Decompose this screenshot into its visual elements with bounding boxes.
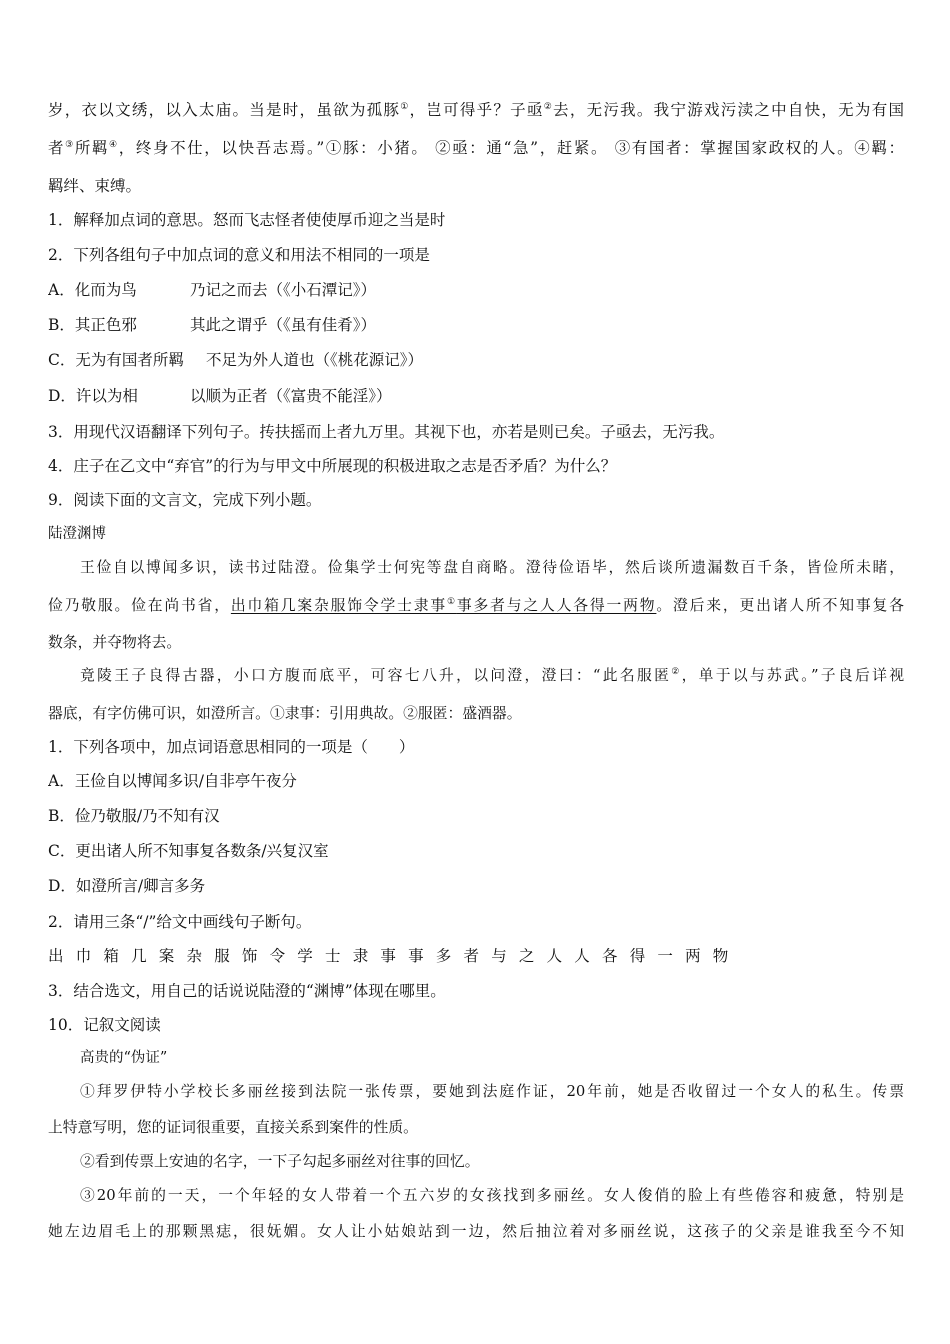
section-9-para-2-line-1: 竟陵王子良得古器，小口方腹而底平，可容七八升，以问澄，澄曰：“此名服匿②，单于以与苏武。”子良后详视 (80, 667, 904, 684)
section-9-para-1-line-1: 王俭自以博闻多识，读书过陆澄。俭集学士何宪等盘自商略。澄待俭语毕，然后谈所遗漏数百千条，皆俭所未睹， (80, 559, 904, 576)
question-8-1: 1．解释加点词的意思。怒而飞志怪者使使厚币迎之当是时 (48, 211, 446, 229)
section-10-para-3-line-1: ③20年前的一天，一个年轻的女人带着一个五六岁的女孩找到多丽丝。女人俊俏的脸上有些倦容和疲惫，特别是 (80, 1187, 904, 1204)
footnote-marker: ① (400, 101, 410, 112)
footnote-marker: ② (671, 667, 682, 678)
section-9-para-1-line-3: 数条，并夺物将去。 (48, 634, 182, 651)
section-10-para-3-line-2: 她左边眉毛上的那颗黑痣，很妩媚。女人让小姑娘站到一边，然后抽泣着对多丽丝说，这孩子的父亲是谁我至今不知 (48, 1223, 904, 1240)
option-b: B．俭乃敬服/乃不知有汉 (48, 807, 220, 825)
sentence-to-punctuate: 出巾箱几案杂服饰令学士隶事事多者与之人人各得一两物 (48, 947, 741, 965)
section-9-heading: 9．阅读下面的文言文，完成下列小题。 (48, 491, 322, 509)
section-10-title: 高贵的“伪证” (80, 1050, 168, 1066)
section-10-heading: 10．记叙文阅读 (48, 1016, 161, 1034)
section-10-para-1-line-1: ①拜罗伊特小学校长多丽丝接到法院一张传票，要她到法庭作证，20年前，她是否收留过一个女人的私生。传票 (80, 1083, 904, 1100)
section-9-para-2-line-2: 器底，有字仿佛可识，如澄所言。①隶事：引用典故。②服匿：盛酒器。 (48, 705, 522, 722)
question-8-3: 3．用现代汉语翻译下列句子。抟扶摇而上者九万里。其视下也，亦若是则已矣。子亟去，无污我。 (48, 423, 725, 441)
section-9-para-1-line-2: 俭乃敬服。俭在尚书省，出巾箱几案杂服饰令学士隶事①事多者与之人人各得一两物。澄后来，更出诸人所不知事复各 (48, 597, 904, 614)
question-9-3: 3．结合选文，用自己的话说说陆澄的“渊博”体现在哪里。 (48, 982, 446, 1000)
option-c: C．无为有国者所羁 不足为外人道也（《桃花源记》） (48, 351, 424, 369)
question-8-2: 2．下列各组句子中加点词的意义和用法不相同的一项是 (48, 246, 430, 264)
option-c: C．更出诸人所不知事复各数条/兴复汉室 (48, 842, 329, 860)
footnote-marker: ③ (65, 139, 75, 150)
passage-a-line-2: 者③所羁④，终身不仕，以快吾志焉。”①豚：小猪。 ②亟：通“急”，赶紧。 ③有国者：掌握国家政权的人。④羁： (48, 139, 904, 157)
question-8-4: 4．庄子在乙文中“弃官”的行为与甲文中所展现的积极进取之志是否矛盾？为什么？ (48, 457, 617, 475)
underlined-sentence: 出巾箱几案杂服饰令学士隶事①事多者与之人人各得一两物 (230, 597, 657, 614)
footnote-marker: ④ (109, 139, 119, 150)
option-d: D．许以为相 以顺为正者（《富贵不能淫》） (48, 387, 392, 405)
option-a: A．化而为鸟 乃记之而去（《小石潭记》） (48, 281, 377, 299)
option-a: A．王俭自以博闻多识/自非亭午夜分 (48, 772, 297, 790)
footnote-marker: ① (447, 597, 457, 608)
section-10-para-1-line-2: 上特意写明，您的证词很重要，直接关系到案件的性质。 (48, 1119, 418, 1136)
question-9-1: 1．下列各项中，加点词语意思相同的一项是（ ） (48, 738, 415, 756)
section-9-title: 陆澄渊博 (48, 526, 106, 542)
passage-a-line-3: 羁绊、束缚。 (48, 177, 142, 195)
section-10-para-2-line-1: ②看到传票上安迪的名字，一下子勾起多丽丝对往事的回忆。 (80, 1153, 480, 1170)
question-9-2: 2．请用三条“/”给文中画线句子断句。 (48, 913, 312, 931)
option-b: B．其正色邪 其此之谓乎（《虽有佳肴》） (48, 316, 377, 334)
footnote-marker: ② (543, 101, 554, 112)
passage-a-line-1: 岁，衣以文绣，以入太庙。当是时，虽欲为孤豚①，岂可得乎？子亟②去，无污我。我宁游戏污渎之中自快，无为有国 (48, 101, 904, 119)
option-d: D．如澄所言/卿言多务 (48, 877, 206, 895)
